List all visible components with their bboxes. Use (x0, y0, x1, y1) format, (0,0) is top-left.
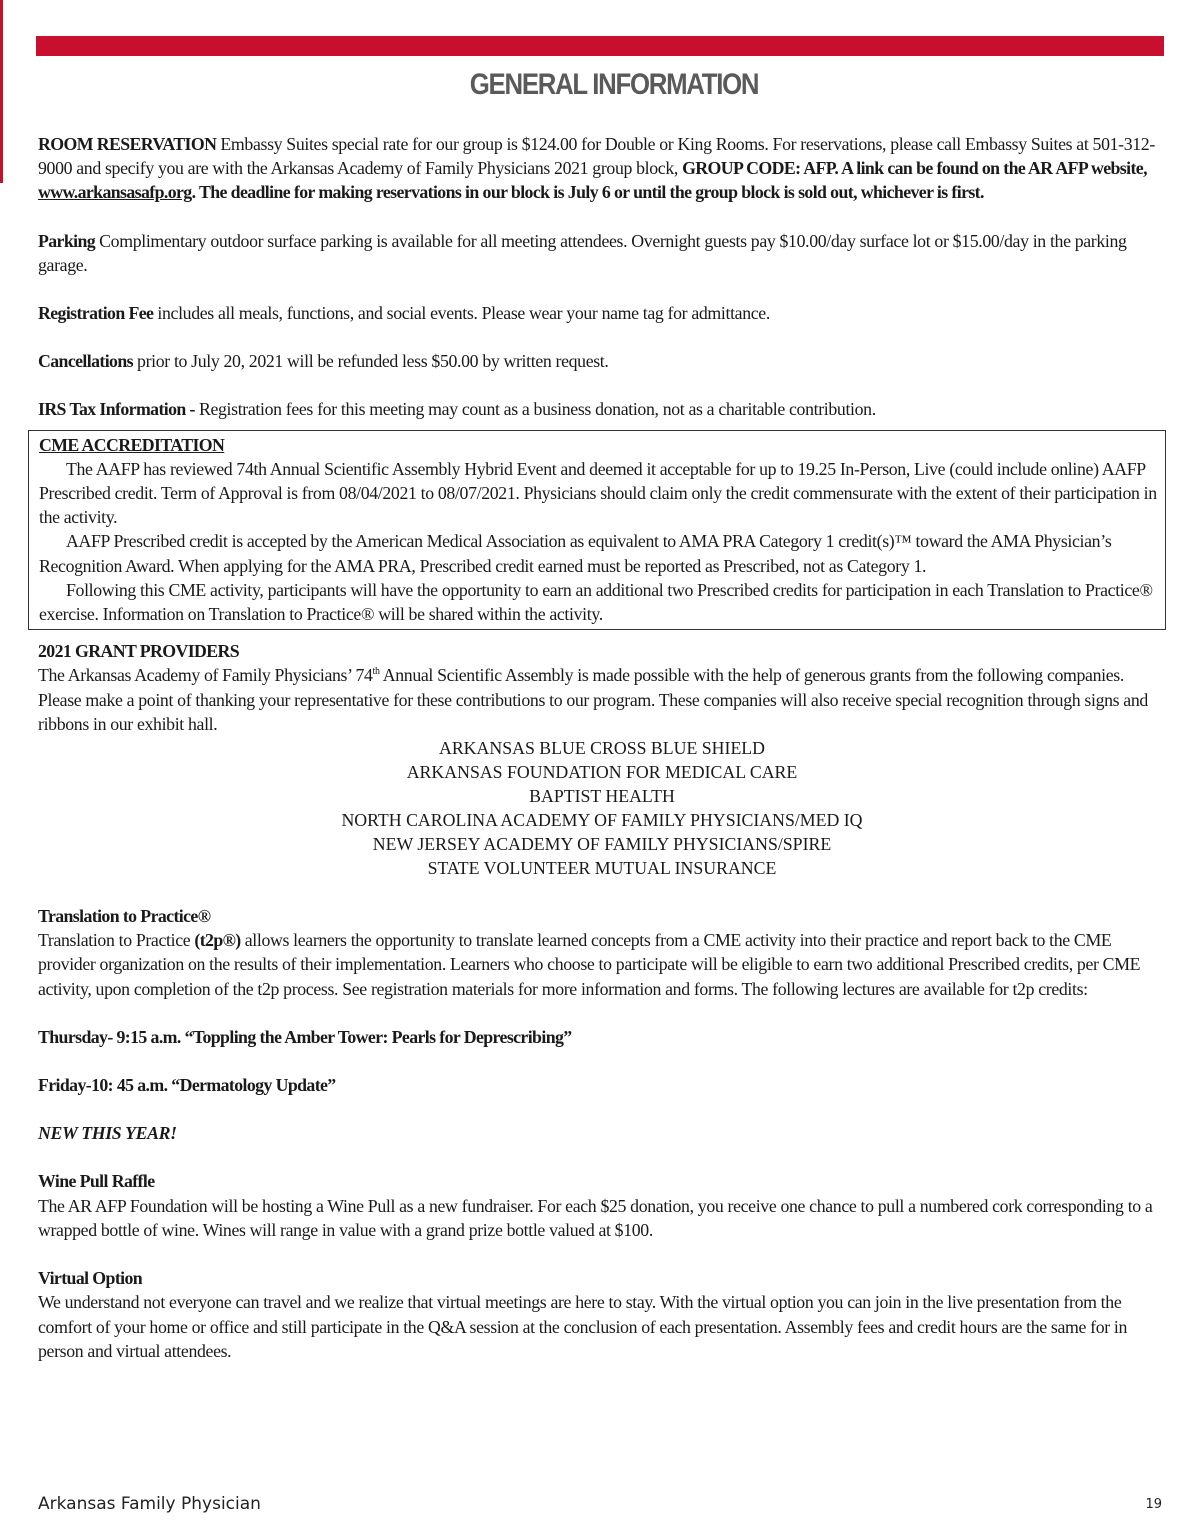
page-number: 19 (1145, 1497, 1162, 1512)
cme-paragraph: The AAFP has reviewed 74th Annual Scientific Assembly Hybrid Event and deemed it acceptable for up to 19.25 In-Person, Live (could include online) AAFP Prescribed credit. Term of Approval is from 08/04/2021 to 08/07/2021. Physicians should claim only the credit commensurate with the extent of their participation in the activity. (39, 458, 1157, 528)
grant-intro-sup: th (372, 666, 380, 678)
list-item: ARKANSAS FOUNDATION FOR MEDICAL CARE (406, 762, 798, 783)
irs-label: IRS Tax Information - (38, 399, 195, 420)
group-code-text: GROUP CODE: AFP. A link can be found on the AR AFP website, (682, 158, 1147, 179)
parking-section (38, 229, 1166, 277)
list-item: ARKANSAS BLUE CROSS BLUE SHIELD (438, 738, 766, 759)
footer-publication-name: Arkansas Family Physician (38, 1494, 261, 1514)
grant-provider-list (38, 736, 1166, 880)
cancellations-section (38, 349, 1166, 373)
room-reservation-label: ROOM RESERVATION (38, 134, 217, 154)
room-reservation-text: Embassy Suites special rate for our group is $124.00 for Double or King Rooms. For reservations, please call Embassy Suites at 501-312-9000 and specify you are with the Arkansas Academy of Family Physicians 2021 group block, (38, 134, 1155, 179)
t2p-text-a: Translation to Practice (38, 930, 195, 951)
grant-intro-text: Annual Scientific Assembly is made possible with the help of generous grants from the following companies. Please make a point of thanking your representative for these contributions to our program. These companies will also receive special recognition through signs and ribbons in our exhibit hall. (38, 665, 1148, 734)
lecture-thursday (38, 1025, 1166, 1049)
lecture-friday (38, 1073, 1166, 1097)
t2p-text-b: allows learners the opportunity to translate learned concepts from a CME activity into their practice and report back to the CME provider organization on the results of their implementation. Learners who choose to participate will be eligible to earn two additional Prescribed credits, per CME activity, upon completion of the t2p process. See registration materials for more information and forms. The following lectures are available for t2p credits: (38, 930, 1141, 999)
left-accent-rule (0, 0, 3, 183)
cme-paragraph: Following this CME activity, participants will have the opportunity to earn an additional two Prescribed credits for participation in each Translation to Practice® exercise. Information on Translation to Practice® will be shared within the activity. (39, 579, 1153, 625)
lecture-thursday-text: Thursday- 9:15 a.m. “Toppling the Amber Tower: Pearls for Deprescribing” (38, 1026, 572, 1047)
header-red-bar (36, 36, 1164, 56)
wine-pull-text: The AR AFP Foundation will be hosting a Wine Pull as a new fundraiser. For each $25 donation, you receive one chance to pull a numbered cork corresponding to a wrapped bottle of wine. Wines will range in value with a grand prize bottle valued at $100. (38, 1195, 1153, 1240)
grant-providers-heading (38, 639, 1166, 663)
wine-pull-title: Wine Pull Raffle (38, 1171, 155, 1192)
list-item: BAPTIST HEALTH (529, 786, 675, 807)
parking-label: Parking (38, 230, 96, 251)
wine-pull-heading (38, 1169, 1166, 1193)
cme-paragraph: AAFP Prescribed credit is accepted by the American Medical Association as equivalent to AMA PRA Category 1 credit(s)™ toward the AMA Physician’s Recognition Award. When applying for the AMA PRA, Prescribed credit earned must be reported as Prescribed, not as Category 1. (39, 531, 1112, 576)
page-title: GENERAL INFORMATION (469, 68, 759, 101)
deadline-text: . The deadline for making reservations in our block is July 6 or until the group block is sold out, whichever is first. (191, 182, 984, 203)
website-link[interactable]: www.arkansasafp.org (38, 182, 192, 203)
virtual-option-text: We understand not everyone can travel and we realize that virtual meetings are here to stay. With the virtual option you can join in the live presentation from the comfort of your home or office and still participate in the Q&A session at the conclusion of each presentation. Assembly fees and credit hours are the same for in person and virtual attendees. (38, 1292, 1128, 1361)
t2p-title: Translation to Practice® (38, 906, 211, 927)
grant-providers-title: 2021 GRANT PROVIDERS (38, 641, 240, 662)
cme-accreditation-box (28, 430, 1166, 631)
new-this-year: NEW THIS YEAR! (38, 1123, 177, 1144)
lecture-friday-text: Friday-10: 45 a.m. “Dermatology Update” (38, 1075, 336, 1096)
grant-intro-text: The Arkansas Academy of Family Physicians’ 74 (38, 665, 373, 686)
list-item: NEW JERSEY ACADEMY OF FAMILY PHYSICIANS/SPIRE (372, 834, 832, 855)
list-item: NORTH CAROLINA ACADEMY OF FAMILY PHYSICIANS/MED IQ (341, 810, 863, 831)
irs-section (38, 397, 1166, 421)
cancellations-text: prior to July 20, 2021 will be refunded less $50.00 by written request. (132, 351, 609, 372)
virtual-option-title: Virtual Option (38, 1268, 143, 1289)
cme-heading: CME ACCREDITATION (39, 434, 225, 455)
registration-text: includes all meals, functions, and social events. Please wear your name tag for admittance. (153, 303, 770, 324)
cancellations-label: Cancellations (38, 351, 133, 372)
registration-section (38, 301, 1166, 325)
t2p-heading (38, 904, 1166, 928)
irs-text: Registration fees for this meeting may count as a business donation, not as a charitable contribution. (194, 399, 876, 420)
t2p-text (38, 928, 1166, 1001)
list-item: STATE VOLUNTEER MUTUAL INSURANCE (427, 858, 777, 879)
main-content (38, 132, 1166, 1363)
registration-label: Registration Fee (38, 303, 154, 324)
grant-providers-intro (38, 663, 1166, 736)
t2p-abbrev: (t2p®) (194, 930, 241, 951)
parking-text: Complimentary outdoor surface parking is available for all meeting attendees. Overnight guests pay $10.00/day surface lot or $15.00/day in the parking garage. (38, 230, 1127, 275)
virtual-option-heading (38, 1266, 1166, 1290)
room-reservation-section (38, 132, 1166, 205)
